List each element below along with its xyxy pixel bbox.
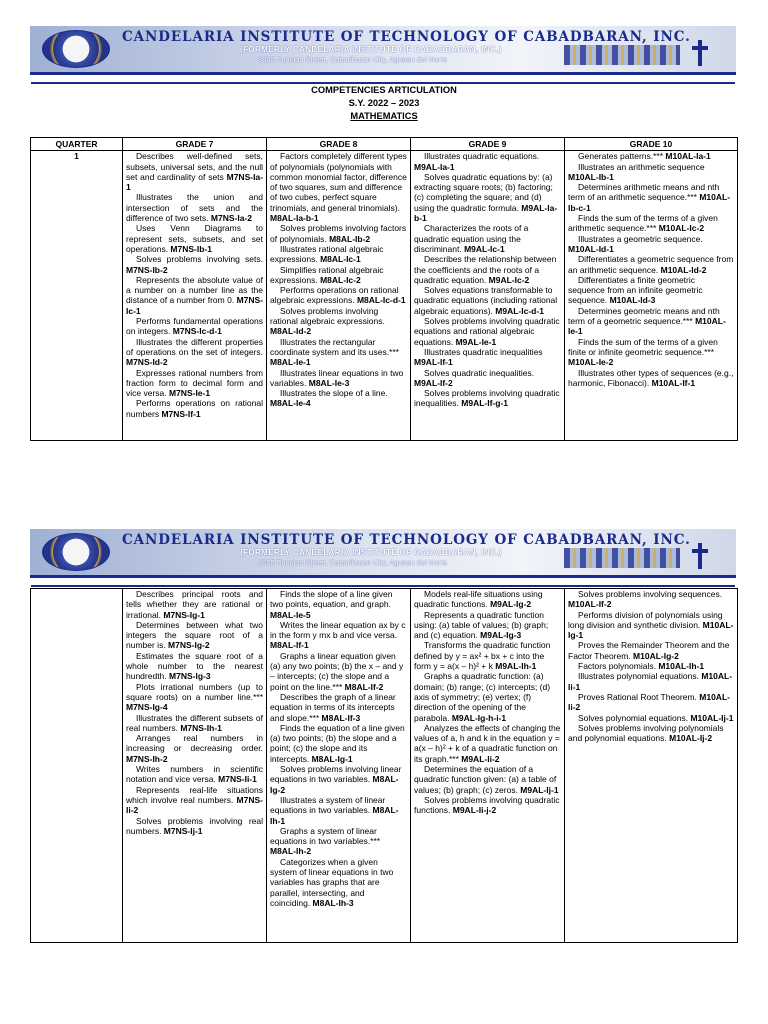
competency-entry [126, 337, 263, 368]
competency-code: M8AL-Ia-b-1 [270, 213, 319, 224]
competency-text: Illustrates quadratic inequalities [424, 346, 543, 357]
competency-entry [126, 316, 263, 337]
competency-code: M8AL-Ih-3 [312, 897, 354, 908]
competency-code: M10AL-Ib-1 [568, 171, 614, 182]
competency-code: M7NS-Ib-2 [126, 264, 168, 275]
competency-text: Describes the relationship between the coefficients and the roots of a quadratic equation. [414, 254, 557, 285]
competency-text: Illustrates linear equations in two variables. [270, 367, 404, 388]
quarter-cell [31, 589, 123, 943]
competency-code: M7NS-Ih-2 [126, 753, 168, 764]
competency-code: M7NS-Ii-2 [126, 794, 263, 816]
header-grade-7: GRADE 7 [123, 138, 267, 151]
competency-code: M7NS-Ic-1 [126, 295, 264, 316]
competency-code: M10AL-Id-1 [568, 243, 614, 254]
school-name: CANDELARIA INSTITUTE OF TECHNOLOGY OF CABADBARAN, INC. [122, 532, 691, 548]
competency-text: Categorizes when a given system of linear equations in two variables has graphs that are parallel, intersecting, and coinciding. [270, 856, 394, 908]
competency-entry [414, 764, 561, 795]
competency-code: M9AL-If-g-1 [461, 398, 509, 409]
header-grade-10: GRADE 10 [565, 138, 738, 151]
competency-code: M7NS-Ia-1 [126, 171, 263, 193]
competency-text: Finds the sum of the terms of a given finite or infinite geometric sequence.*** [568, 336, 718, 357]
competency-text: Writes numbers in scientific notation and vice versa. [126, 764, 263, 785]
competency-entry [270, 265, 407, 286]
competency-code: M10AL-If-2 [568, 599, 612, 610]
competency-text: Represents the absolute value of a number on a number line as the distance of a number from 0. [126, 274, 263, 306]
competency-code: M10AL-Ih-1 [658, 661, 705, 672]
school-address: 8605 Funcion Street, Cabadbaran City, Agusan del Norte [258, 558, 448, 567]
competency-text: Differentiates a geometric sequence from an arithmetic sequence. [568, 254, 734, 275]
competency-code: M9AL-Ia-b-1 [414, 202, 558, 224]
competency-text: Illustrates the rectangular coordinate system and its uses.*** [270, 336, 399, 357]
competency-code: M9AL-Ih-1 [495, 661, 537, 672]
competency-code: M7NS-Ib-1 [170, 243, 212, 254]
competency-text: Describes principal roots and tells whether they are rational or irrational. [126, 589, 263, 620]
header-divider [31, 82, 735, 84]
competency-code: M9AL-Ij-1 [520, 784, 559, 795]
competency-code: M8AL-Ie-4 [270, 398, 311, 409]
competency-code: M10AL-Ij-1 [690, 712, 734, 723]
competency-entry [126, 733, 263, 764]
competency-text: Illustrates quadratic equations. [424, 151, 540, 162]
competency-entry [414, 285, 561, 316]
competency-text: Arranges real numbers in increasing or decreasing order. [126, 733, 263, 754]
competency-code: M10AL-Ie-2 [568, 357, 614, 368]
competency-entry [414, 223, 561, 254]
competency-text: Plots irrational numbers (up to square roots) on a number line.*** [126, 681, 263, 702]
competency-entry [414, 172, 561, 223]
competency-entry [414, 671, 561, 722]
competency-entry [270, 620, 407, 651]
competency-text: Analyzes the effects of changing the values of a, h and k in the equation y = a(x – h)² + k of a quadratic function on its graph.*** [414, 722, 561, 764]
competency-entry [270, 826, 407, 857]
competency-code: M8AL-If-1 [270, 640, 309, 651]
competency-entry [270, 244, 407, 265]
competency-code: M9AL-If-2 [414, 377, 453, 388]
competency-text: Solves problems involving rational algebraic expressions. [270, 305, 385, 327]
competency-text: Finds the equation of a line given (a) two points; (b) the slope and a point; (c) the slope and its intercepts. [270, 722, 405, 764]
competencies-table [30, 137, 738, 441]
competency-text: Illustrates the different subsets of real numbers. [126, 712, 263, 733]
competency-entry [126, 275, 263, 316]
competency-code: M9AL-Ia-1 [414, 161, 455, 172]
competency-text: Uses Venn Diagrams to represent sets, subsets, and set operations. [126, 223, 263, 254]
competency-entry [414, 640, 561, 671]
competency-entry [568, 234, 734, 255]
competency-text: Illustrates the union and intersection of sets and the difference of two sets. [126, 192, 263, 224]
competency-entry [270, 795, 407, 826]
competency-entry [568, 275, 734, 306]
competency-text: Finds the slope of a line given two points, equation, and graph. [270, 589, 393, 610]
competency-code: M8AL-Ie-3 [308, 377, 350, 388]
competency-entry [414, 795, 561, 816]
competency-text: Differentiates a finite geometric sequence from an infinite geometric sequence. [568, 274, 703, 306]
competency-code: M10AL-Ia-1 [665, 151, 711, 162]
competency-text: Illustrates rational algebraic expressions. [270, 243, 384, 265]
competency-code: M8AL-Ie-1 [270, 357, 311, 368]
competency-text: Graphs a linear equation given (a) any two points; (b) the x – and y – intercepts; (c) the slope and a point on the line.*** [270, 650, 404, 692]
competency-entry [414, 368, 561, 389]
competency-text: Solves quadratic equations by: (a) extracting square roots; (b) factoring; (c) completing the square; and (d) using the quadratic formula. [414, 171, 553, 213]
competency-text: Solves problems involving real numbers. [126, 815, 263, 836]
school-banner-page-2 [30, 529, 736, 578]
competency-entry [126, 764, 263, 785]
competency-code: M10AL-Id-3 [609, 295, 656, 306]
competency-text: Simplifies rational algebraic expressions. [270, 264, 384, 285]
competency-text: Writes the linear equation ax by c in the form y mx b and vice versa. [270, 619, 406, 641]
competency-code: M10AL-Ig-1 [568, 619, 734, 641]
cross-icon [692, 40, 708, 66]
competency-entry [568, 182, 734, 213]
competency-text: Models real-life situations using quadratic functions. [414, 589, 543, 610]
competency-code: M8AL-If-2 [344, 681, 384, 692]
competency-code: M9AL-Ig-h-i-1 [451, 712, 507, 723]
school-banner [30, 26, 736, 75]
school-year: S.Y. 2022 – 2023 [348, 98, 420, 108]
competency-entry [126, 192, 263, 223]
competency-entry [270, 723, 407, 764]
competency-text: Represents a quadratic function using: (a) table of values; (b) graph; and (c) equation. [414, 609, 549, 641]
header-quarter: QUARTER [31, 138, 123, 151]
competency-code: M9AL-Ie-1 [455, 336, 497, 347]
competency-code: M10AL-Ie-1 [568, 316, 726, 337]
competency-entry [126, 816, 263, 837]
competency-entry [568, 723, 734, 744]
competency-text: Generates patterns.*** [578, 151, 666, 162]
competency-text: Solves problems involving sequences. [578, 589, 723, 599]
competency-code: M8AL-Ib-2 [329, 233, 371, 244]
competency-entry [270, 589, 407, 620]
competency-code: M8AL-Ih-1 [270, 805, 399, 826]
competency-entry [568, 213, 734, 234]
header-grade-9: GRADE 9 [411, 138, 565, 151]
competency-code: M7NS-Ig-1 [163, 609, 205, 620]
competency-text: Solves problems involving quadratic equations and rational algebraic equations. [414, 316, 560, 347]
grade8-cell [267, 589, 411, 943]
competency-text: Describes well-defined sets, subsets, universal sets, and the null set and cardinality of sets [126, 151, 263, 182]
competency-entry [414, 388, 561, 409]
cross-icon [692, 543, 708, 569]
competency-text: Illustrates polynomial equations. [578, 671, 702, 682]
competency-code: M7NS-Ig-2 [168, 640, 210, 651]
table-row [31, 589, 738, 943]
competency-entry [568, 692, 734, 713]
competency-text: Solves problems involving quadratic functions. [414, 794, 560, 816]
former-school-name: (FORMERLY CANDELARIA INSTITUTE OF CABADBARAN, INC.) [240, 45, 502, 54]
competency-code: M8AL-Ig-2 [270, 774, 399, 795]
competency-entry [568, 640, 734, 661]
competency-code: M8AL-Ic-2 [320, 274, 361, 285]
competency-code: M8AL-Ig-1 [311, 753, 353, 764]
competency-text: Illustrates an arithmetic sequence [578, 161, 705, 172]
competency-code: M7NS-Ic-d-1 [172, 326, 222, 337]
competency-entry [414, 151, 561, 172]
competency-text: Solves problems involving quadratic inequalities. [414, 388, 560, 409]
competency-entry [126, 368, 263, 399]
competency-text: Graphs a system of linear equations in two variables.*** [270, 825, 381, 847]
competency-text: Characterizes the roots of a quadratic equation using the discriminant. [414, 223, 529, 254]
competency-code: M9AL-Ic-d-1 [495, 305, 544, 316]
competency-text: Graphs a quadratic function: (a) domain; (b) range; (c) intercepts; (d) axis of symmetry; (e) vertex; (f) direction of the opening of the parabola. [414, 671, 551, 723]
competency-code: M9AL-Ig-3 [480, 630, 522, 641]
header-divider [31, 585, 735, 587]
competency-entry [270, 857, 407, 908]
grade7-cell [123, 589, 267, 943]
competency-text: Transforms the quadratic function defined by y = ax² + bx + c into the form y = a(x – h)² + k [414, 640, 551, 672]
table-header-row [31, 138, 738, 151]
competency-code: M10AL-If-1 [651, 377, 696, 388]
competency-text: Describes the graph of a linear equation in terms of its intercepts and slope.*** [270, 691, 396, 723]
competency-entry [568, 368, 734, 389]
competency-text: Factors completely different types of polynomials (polynomials with common monomial factor, difference of two squares, sum and difference of two cubes, perfect square trinomials, and general trinomials). [270, 151, 407, 213]
competency-code: M8AL-Ie-5 [270, 609, 311, 620]
table-row [31, 151, 738, 441]
competency-entry [126, 682, 263, 713]
competency-text: Illustrates the slope of a line. [280, 388, 388, 399]
competency-entry [126, 254, 263, 275]
competency-entry [270, 388, 407, 409]
competency-text: Performs division of polynomials using long division and synthetic division. [568, 609, 723, 630]
competency-code: M8AL-Id-2 [270, 326, 312, 337]
competency-text: Performs operations on rational algebraic expressions. [270, 285, 399, 306]
competency-text: Illustrates other types of sequences (e.g., harmonic, Fibonacci). [568, 367, 734, 388]
grade10-cell [565, 151, 738, 441]
competency-code: M7NS-Ig-3 [169, 671, 211, 682]
competency-text: Performs fundamental operations on integers. [126, 316, 263, 337]
school-name: CANDELARIA INSTITUTE OF TECHNOLOGY OF CABADBARAN, INC. [122, 29, 691, 45]
grade8-cell [267, 151, 411, 441]
competency-entry [270, 306, 407, 337]
school-seal-icon [42, 533, 110, 571]
competency-text: Illustrates a system of linear equations in two variables. [270, 794, 386, 816]
competency-text: Factors polynomials. [578, 661, 659, 672]
skyline-graphic [564, 45, 680, 65]
competency-entry [568, 306, 734, 337]
competency-entry [270, 223, 407, 244]
competency-entry [126, 651, 263, 682]
competency-entry [126, 785, 263, 816]
competency-code: M8AL-Ih-2 [270, 846, 312, 857]
school-address: 8605 Funcion Street, Cabadbaran City, Agusan del Norte [258, 55, 448, 64]
subject-title: MATHEMATICS [350, 111, 418, 121]
competency-text: Solves problems involving factors of polynomials. [270, 223, 407, 244]
competency-entry [414, 316, 561, 347]
competency-entry [568, 713, 734, 723]
competency-code: M9AL-Ic-2 [488, 274, 530, 285]
competency-code: M10AL-Ib-c-1 [568, 192, 731, 213]
competency-code: M9AL-Ii-2 [461, 753, 500, 764]
header-grade-8: GRADE 8 [267, 138, 411, 151]
competency-text: Determines the equation of a quadratic function given: (a) a table of values; (b) graph; (c) zeros. [414, 764, 557, 795]
competency-entry [126, 223, 263, 254]
competency-text: Estimates the square root of a whole number to the nearest hundredth. [126, 650, 263, 682]
grade9-cell [411, 589, 565, 943]
competency-code: M7NS-If-1 [161, 408, 201, 419]
competency-entry [568, 589, 734, 610]
competency-entry [270, 151, 407, 223]
competency-entry [270, 337, 407, 368]
competency-text: Finds the sum of the terms of a given arithmetic sequence.*** [568, 213, 718, 234]
competency-entry [414, 610, 561, 641]
competency-text: Proves Rational Root Theorem. [578, 691, 700, 702]
competency-entry [568, 162, 734, 183]
quarter-cell: 1 [31, 151, 123, 441]
competency-entry [568, 151, 734, 161]
competency-text: Illustrates a geometric sequence. [578, 233, 703, 244]
competency-code: M7NS-Ig-4 [126, 702, 168, 713]
competency-code: M9AL-If-1 [414, 357, 453, 368]
competency-code: M7NS-Id-2 [126, 357, 168, 368]
competency-entry [568, 337, 734, 368]
competency-code: M9AL-Ic-1 [464, 243, 505, 254]
competency-text: Expresses rational numbers from fraction form to decimal form and vice versa. [126, 367, 263, 399]
competency-entry [270, 285, 407, 306]
competency-code: M10AL-Id-2 [660, 264, 707, 275]
competency-code: M9AL-Ii-j-2 [452, 805, 497, 816]
competency-entry [568, 254, 734, 275]
competency-code: M10AL-Ij-2 [669, 733, 713, 744]
competency-text: Illustrates the different properties of operations on the set of integers. [126, 336, 263, 357]
competency-code: M10AL-Ig-2 [633, 650, 679, 661]
competency-code: M10AL-Ii-1 [568, 671, 733, 692]
competency-code: M8AL-If-3 [321, 712, 361, 723]
competency-text: Solves problems involving polynomials and polynomial equations. [568, 722, 724, 744]
competency-text: Solves equations transformable to quadratic equations (including rational algebraic equations). [414, 285, 558, 316]
competency-text: Determines geometric means and nth term of a geometric sequence.*** [568, 305, 720, 327]
competency-code: M7NS-Ij-1 [163, 825, 203, 836]
school-seal-icon [42, 30, 110, 68]
competency-entry [568, 610, 734, 641]
competency-text: Determines arithmetic means and nth term of an arithmetic sequence.*** [568, 182, 720, 203]
competency-text: Proves the Remainder Theorem and the Factor Theorem. [568, 640, 730, 661]
competency-text: Represents real-life situations which involve real numbers. [126, 784, 263, 805]
competency-entry [270, 368, 407, 389]
competency-code: M9AL-Ig-2 [490, 599, 532, 610]
competency-entry [126, 398, 263, 419]
competency-entry [126, 589, 263, 620]
document-title: COMPETENCIES ARTICULATION [311, 85, 457, 95]
grade7-cell [123, 151, 267, 441]
competency-code: M8AL-Ic-1 [320, 254, 361, 265]
competency-code: M7NS-Ia-2 [210, 213, 252, 224]
competency-entry [414, 723, 561, 764]
competency-entry [270, 692, 407, 723]
competency-entry [126, 151, 263, 192]
competency-text: Solves quadratic inequalities. [424, 367, 535, 378]
competency-entry [270, 764, 407, 795]
grade9-cell [411, 151, 565, 441]
competency-text: Solves polynomial equations. [578, 712, 691, 723]
competency-code: M10AL-Ii-2 [568, 691, 730, 713]
competency-code: M8AL-Ic-d-1 [356, 295, 406, 306]
former-school-name: (FORMERLY CANDELARIA INSTITUTE OF CABADBARAN, INC.) [240, 548, 502, 557]
competency-code: M7NS-Ii-1 [218, 774, 257, 785]
competency-entry [270, 651, 407, 692]
competency-entry [568, 661, 734, 671]
competency-entry [414, 254, 561, 285]
competency-entry [414, 347, 561, 368]
competency-text: Solves problems involving sets. [136, 254, 263, 265]
competency-text: Determines between what two integers the square root of a number is. [126, 619, 263, 651]
competency-entry [568, 671, 734, 692]
competency-entry [414, 589, 561, 610]
grade10-cell [565, 589, 738, 943]
competency-entry [126, 713, 263, 734]
competencies-table-page-2 [30, 588, 738, 943]
competency-text: Solves problems involving linear equations in two variables. [270, 764, 402, 785]
skyline-graphic [564, 548, 680, 568]
competency-code: M10AL-Ic-2 [658, 223, 705, 234]
competency-code: M7NS-Ie-1 [169, 388, 211, 399]
competency-text: Performs operations on rational numbers [126, 398, 263, 419]
competency-entry [126, 620, 263, 651]
competency-code: M7NS-Ih-1 [180, 722, 222, 733]
